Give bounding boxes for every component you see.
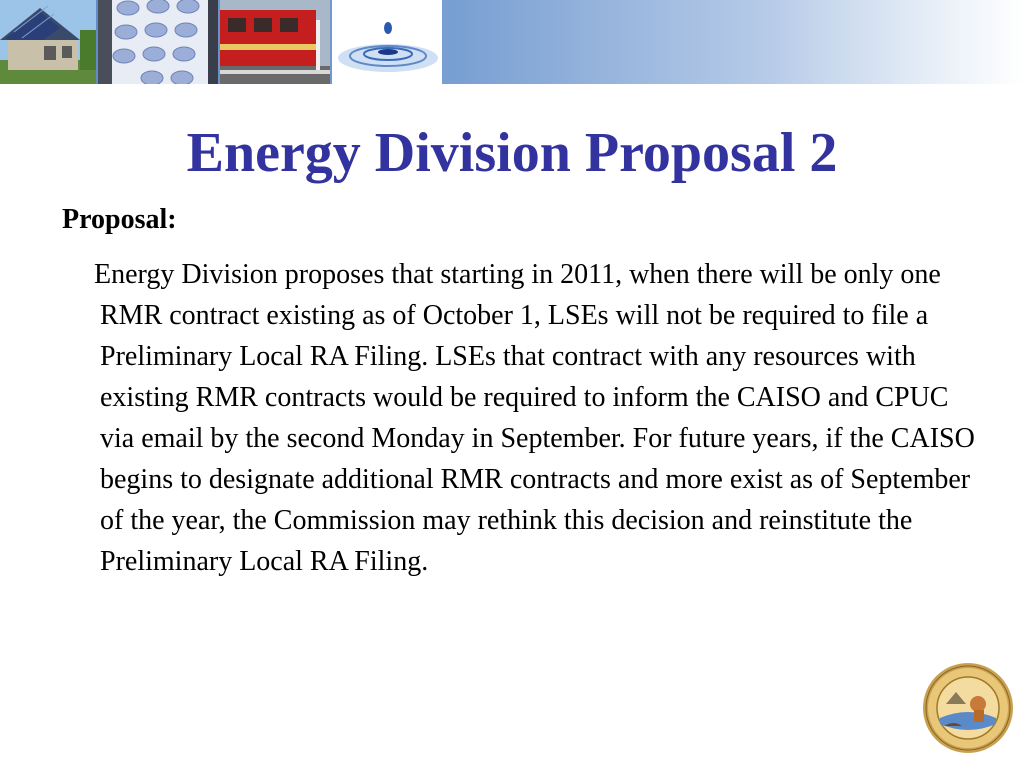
slide-title: Energy Division Proposal 2 xyxy=(186,122,838,184)
state-seal-logo xyxy=(922,662,1014,754)
phone-keypad-photo xyxy=(98,0,218,84)
water-drop-photo xyxy=(332,0,442,84)
proposal-label: Proposal: xyxy=(62,204,177,235)
proposal-body: Energy Division proposes that starting in 2011, when there will be only one RMR contract existing as of October 1, LSEs will not be required to file a Preliminary Local RA Filing. LSEs that contract with any resources with existing RMR contracts would be required to inform the CAISO and CPUC via email by the second Monday in September. For future years, if the CAISO begins to designate additional RMR contracts and more exist as of September of the year, the Commission may rethink this decision and reinstitute the Preliminary Local RA Filing. xyxy=(94,259,975,577)
house-solar-photo xyxy=(0,0,96,84)
train-photo xyxy=(220,0,330,84)
